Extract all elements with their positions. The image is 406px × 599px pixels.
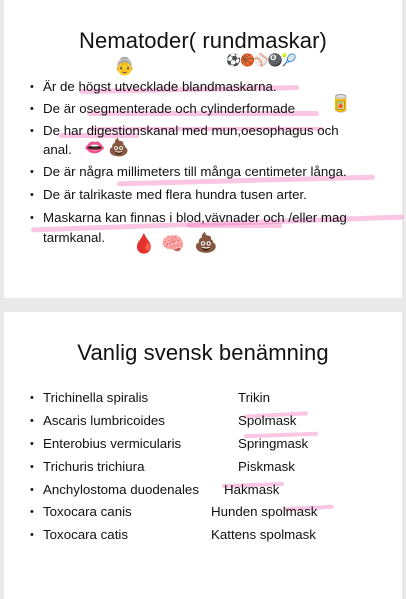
bullet-dot: •: [30, 103, 34, 115]
names-list: [4, 312, 402, 599]
poop-emoji-2: 💩: [194, 233, 218, 254]
bullet-dot: •: [30, 484, 34, 496]
blood-drop-emoji: 🩸: [132, 234, 156, 255]
bullet-dot: •: [30, 461, 34, 473]
slide-2: [4, 312, 402, 599]
bullet-dot: •: [30, 415, 34, 427]
bullet-dot: •: [30, 529, 34, 541]
bullet-text: Är de högst utvecklade blandmaskarna.: [43, 79, 277, 94]
can-emoji: 🥫: [330, 94, 352, 113]
bullet-dot: •: [30, 212, 34, 224]
bullet-dot: •: [30, 506, 34, 518]
bullet-dot: •: [30, 125, 34, 137]
bullet-text: De är talrikaste med flera hundra tusen arter.: [43, 187, 307, 202]
bullet-text: De är några millimeters till många centimeter långa.: [43, 164, 347, 179]
brain-emoji: 🧠: [161, 234, 185, 255]
swedish-name: Hunden spolmask: [211, 504, 318, 519]
bullet-text: De är osegmenterade och cylinderformade: [43, 101, 296, 116]
poop-emoji: 💩: [108, 138, 130, 157]
latin-name: Toxocara canis: [43, 504, 132, 519]
bullet-dot: •: [30, 392, 34, 404]
bullet-dot: •: [30, 81, 34, 93]
bullet-text-cont: anal.: [43, 142, 72, 157]
latin-name: Enterobius vermicularis: [43, 436, 182, 451]
grandma-emoji: 👵: [114, 57, 136, 76]
swedish-name: Piskmask: [238, 459, 295, 474]
lips-emoji: 👄: [84, 138, 106, 157]
latin-name: Toxocara catis: [43, 527, 128, 542]
bullet-dot: •: [30, 166, 34, 178]
latin-name: Ascaris lumbricoides: [43, 413, 165, 428]
slide-1: [4, 0, 402, 298]
bullet-dot: •: [30, 438, 34, 450]
balls-emoji: ⚽🏀⚾🎱🎾: [226, 53, 296, 67]
latin-name: Anchylostoma duodenales: [43, 482, 199, 497]
slide-1-bullets: [4, 0, 402, 298]
swedish-name: Hakmask: [224, 482, 280, 497]
swedish-name: Trikin: [238, 390, 271, 405]
bullet-text-cont: tarmkanal.: [43, 230, 106, 245]
latin-name: Trichuris trichiura: [43, 459, 145, 474]
latin-name: Trichinella spiralis: [43, 390, 149, 405]
bullet-text: De har digestionskanal med mun,oesophagus och: [43, 123, 339, 138]
swedish-name: Kattens spolmask: [211, 527, 316, 542]
bullet-text: Maskarna kan finnas i blod,vävnader och /eller mag: [43, 210, 347, 225]
swedish-name: Springmask: [238, 436, 309, 451]
swedish-name: Spolmask: [238, 413, 297, 428]
bullet-dot: •: [30, 189, 34, 201]
slide-1-title: Nematoder( rundmaskar): [79, 28, 327, 53]
slide-2-title: Vanlig svensk benämning: [77, 340, 329, 365]
